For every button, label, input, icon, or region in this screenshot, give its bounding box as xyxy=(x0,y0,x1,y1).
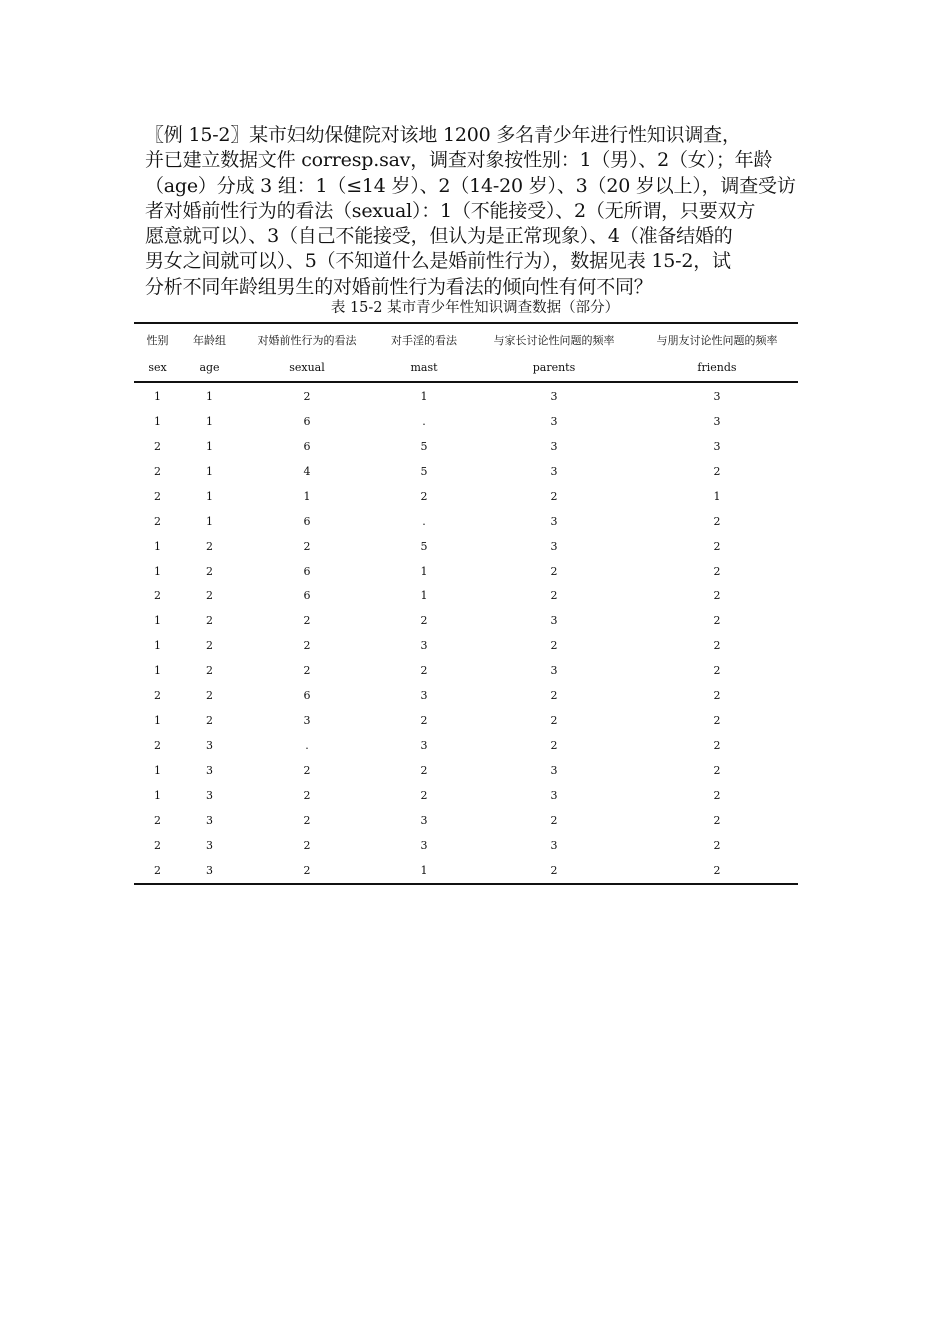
table-cell: 2 xyxy=(206,614,213,628)
table-cell: 2 xyxy=(154,589,161,603)
variable-name: sexual xyxy=(238,355,376,382)
table-cell: 2 xyxy=(206,664,213,678)
table-cell: 2 xyxy=(420,714,428,728)
table-cell: 2 xyxy=(713,689,721,703)
column-header: 年龄组 xyxy=(181,323,238,355)
table-cell: 2 xyxy=(303,838,311,852)
table-cell: 2 xyxy=(550,813,558,827)
table-cell: 2 xyxy=(303,813,311,827)
table-cell: 3 xyxy=(550,414,558,428)
table-cell: 2 xyxy=(713,714,721,728)
table-cell: 2 xyxy=(550,739,558,753)
table-cell: 2 xyxy=(550,639,558,653)
table-cell: 2 xyxy=(303,664,311,678)
table-cell: 2 xyxy=(713,764,721,778)
variable-name: mast xyxy=(376,355,472,382)
table-cell: 3 xyxy=(550,614,558,628)
example-paragraph xyxy=(145,123,815,300)
column-header: 性别 xyxy=(134,323,181,355)
variable-name: sex xyxy=(134,355,181,382)
table-row xyxy=(134,783,798,808)
table-cell: 2 xyxy=(550,489,558,503)
table-cell: 5 xyxy=(420,464,428,478)
variable-name: friends xyxy=(636,355,798,382)
paragraph-line: 〖例 15-2〗某市妇幼保健院对该地 1200 多名青少年进行性知识调查， xyxy=(145,124,741,146)
table-cell: 3 xyxy=(420,639,428,653)
table-cell: 3 xyxy=(206,838,213,852)
table-row xyxy=(134,833,798,858)
table-cell: 1 xyxy=(154,764,161,778)
table-cell: 3 xyxy=(420,813,428,827)
column-header: 与家长讨论性问题的频率 xyxy=(472,323,636,355)
table-cell: 2 xyxy=(154,489,161,503)
table-cell: 2 xyxy=(238,858,376,884)
table-cell: 2 xyxy=(206,589,213,603)
data-table xyxy=(134,322,798,885)
variable-name: age xyxy=(181,355,238,382)
table-cell: 3 xyxy=(550,464,558,478)
table-cell: 6 xyxy=(303,564,311,578)
table-row xyxy=(134,484,798,509)
table-cell: 3 xyxy=(303,714,311,728)
table-cell: 3 xyxy=(550,439,558,453)
table-cell: 2 xyxy=(303,788,311,802)
table-cell: 2 xyxy=(154,514,161,528)
table-cell: 6 xyxy=(303,514,311,528)
table-cell: 1 xyxy=(713,489,721,503)
table-cell: 1 xyxy=(206,439,213,453)
table-cell: 3 xyxy=(206,739,213,753)
paragraph-line: 者对婚前性行为的看法（sexual）：1（不能接受）、2（无所谓，只要双方 xyxy=(145,199,756,222)
table-cell: 3 xyxy=(206,813,213,827)
table-cell: 2 xyxy=(303,614,311,628)
table-cell: 2 xyxy=(713,614,721,628)
table-cell: 2 xyxy=(713,539,721,553)
column-header: 与朋友讨论性问题的频率 xyxy=(636,323,798,355)
table-row xyxy=(134,633,798,658)
table-cell: 1 xyxy=(154,389,161,403)
table-cell: 3 xyxy=(550,514,558,528)
table-row xyxy=(134,409,798,434)
table-cell: 4 xyxy=(303,464,311,478)
table-cell: 2 xyxy=(206,564,213,578)
table-cell: 2 xyxy=(550,689,558,703)
table-cell: 3 xyxy=(713,389,721,403)
table-cell: 2 xyxy=(713,813,721,827)
table-cell: 2 xyxy=(636,858,798,884)
table-cell: 1 xyxy=(154,614,161,628)
table-cell: 1 xyxy=(154,564,161,578)
table-cell: 2 xyxy=(154,838,161,852)
table-cell: 2 xyxy=(206,689,213,703)
table-row xyxy=(134,459,798,484)
column-header: 对婚前性行为的看法 xyxy=(238,323,376,355)
table-cell: 2 xyxy=(713,664,721,678)
column-header: 对手淫的看法 xyxy=(376,323,472,355)
table-cell: 3 xyxy=(206,788,213,802)
table-cell: 2 xyxy=(206,539,213,553)
table-cell: 2 xyxy=(713,739,721,753)
table-cell: 1 xyxy=(206,514,213,528)
table-cell: 1 xyxy=(206,389,213,403)
table-row xyxy=(134,382,798,409)
table-cell: 1 xyxy=(420,389,428,403)
table-cell: 1 xyxy=(206,489,213,503)
table-cell: 1 xyxy=(376,858,472,884)
table-cell: 2 xyxy=(713,514,721,528)
paragraph-line: 男女之间就可以）、5（不知道什么是婚前性行为），数据见表 15-2，试 xyxy=(145,250,731,273)
table-caption: 表 15-2 某市青少年性知识调查数据（部分） xyxy=(330,300,620,316)
table-cell: 2 xyxy=(713,464,721,478)
table-cell: 2 xyxy=(420,788,428,802)
table-row xyxy=(134,808,798,833)
table-cell: 2 xyxy=(154,813,161,827)
paragraph-line: 并已建立数据文件 corresp.sav，调查对象按性别：1（男）、2（女）；年龄 xyxy=(145,149,773,172)
table-cell: 3 xyxy=(550,838,558,852)
table-cell: 2 xyxy=(420,614,428,628)
table-cell: 2 xyxy=(713,788,721,802)
table-row xyxy=(134,509,798,534)
header-row-chinese xyxy=(134,323,798,355)
table-row xyxy=(134,584,798,609)
table-row xyxy=(134,733,798,758)
table-cell: 6 xyxy=(303,414,311,428)
table-cell: 1 xyxy=(206,414,213,428)
table-cell: 2 xyxy=(154,464,161,478)
table-row xyxy=(134,658,798,683)
table-cell: . xyxy=(422,414,426,428)
header-row-variable xyxy=(134,355,798,382)
table-cell: 1 xyxy=(154,414,161,428)
table-cell: 3 xyxy=(713,414,721,428)
table-cell: 2 xyxy=(134,858,181,884)
table-cell: 2 xyxy=(550,589,558,603)
paragraph-line: 愿意就可以）、3（自己不能接受，但认为是正常现象）、4（准备结婚的 xyxy=(145,225,733,248)
table-cell: 5 xyxy=(420,439,428,453)
table-cell: 2 xyxy=(154,439,161,453)
table-cell: 2 xyxy=(154,739,161,753)
table-row xyxy=(134,608,798,633)
table-cell: 1 xyxy=(154,664,161,678)
table-cell: 1 xyxy=(420,564,428,578)
table-cell: 1 xyxy=(154,714,161,728)
table-row xyxy=(134,683,798,708)
table-cell: 2 xyxy=(713,589,721,603)
table-row xyxy=(134,534,798,559)
paragraph-line: 分析不同年龄组男生的对婚前性行为看法的倾向性有何不同？ xyxy=(145,275,653,298)
table-row xyxy=(134,559,798,584)
table-body xyxy=(134,382,798,884)
table-cell: 3 xyxy=(550,764,558,778)
table-cell: 3 xyxy=(181,858,238,884)
table-cell: 2 xyxy=(154,689,161,703)
table-cell: 2 xyxy=(472,858,636,884)
table-cell: 3 xyxy=(420,739,428,753)
table-cell: 3 xyxy=(713,439,721,453)
table-cell: 2 xyxy=(420,764,428,778)
table-cell: 2 xyxy=(303,539,311,553)
table-cell: 2 xyxy=(303,639,311,653)
table-cell: . xyxy=(422,514,426,528)
table-row xyxy=(134,434,798,459)
table-cell: 2 xyxy=(550,714,558,728)
table-cell: 2 xyxy=(713,564,721,578)
table-cell: 3 xyxy=(206,764,213,778)
table-cell: 2 xyxy=(420,664,428,678)
table-cell: 2 xyxy=(550,564,558,578)
table-cell: 6 xyxy=(303,589,311,603)
table-cell: 3 xyxy=(550,664,558,678)
table-cell: 2 xyxy=(206,639,213,653)
table-cell: . xyxy=(305,739,309,753)
table-cell: 3 xyxy=(420,689,428,703)
table-cell: 2 xyxy=(713,838,721,852)
table-cell: 1 xyxy=(154,788,161,802)
table-row xyxy=(134,708,798,733)
table-row xyxy=(134,758,798,783)
table-cell: 3 xyxy=(550,539,558,553)
table-cell: 6 xyxy=(303,439,311,453)
table-cell: 6 xyxy=(303,689,311,703)
table-cell: 3 xyxy=(550,389,558,403)
table-cell: 1 xyxy=(154,539,161,553)
table-cell: 3 xyxy=(550,788,558,802)
table-cell: 2 xyxy=(206,714,213,728)
variable-name: parents xyxy=(472,355,636,382)
table-cell: 5 xyxy=(420,539,428,553)
table-cell: 2 xyxy=(303,764,311,778)
paragraph-line: （age）分成 3 组：1（≤14 岁）、2（14-20 岁）、3（20 岁以上），调查受访 xyxy=(145,174,796,197)
table-cell: 1 xyxy=(303,489,311,503)
table-cell: 1 xyxy=(154,639,161,653)
table-cell: 2 xyxy=(303,389,311,403)
table-cell: 2 xyxy=(713,639,721,653)
table-cell: 1 xyxy=(206,464,213,478)
table-cell: 3 xyxy=(420,838,428,852)
table-cell: 1 xyxy=(420,589,428,603)
table-row xyxy=(134,858,798,884)
table-cell: 2 xyxy=(420,489,428,503)
